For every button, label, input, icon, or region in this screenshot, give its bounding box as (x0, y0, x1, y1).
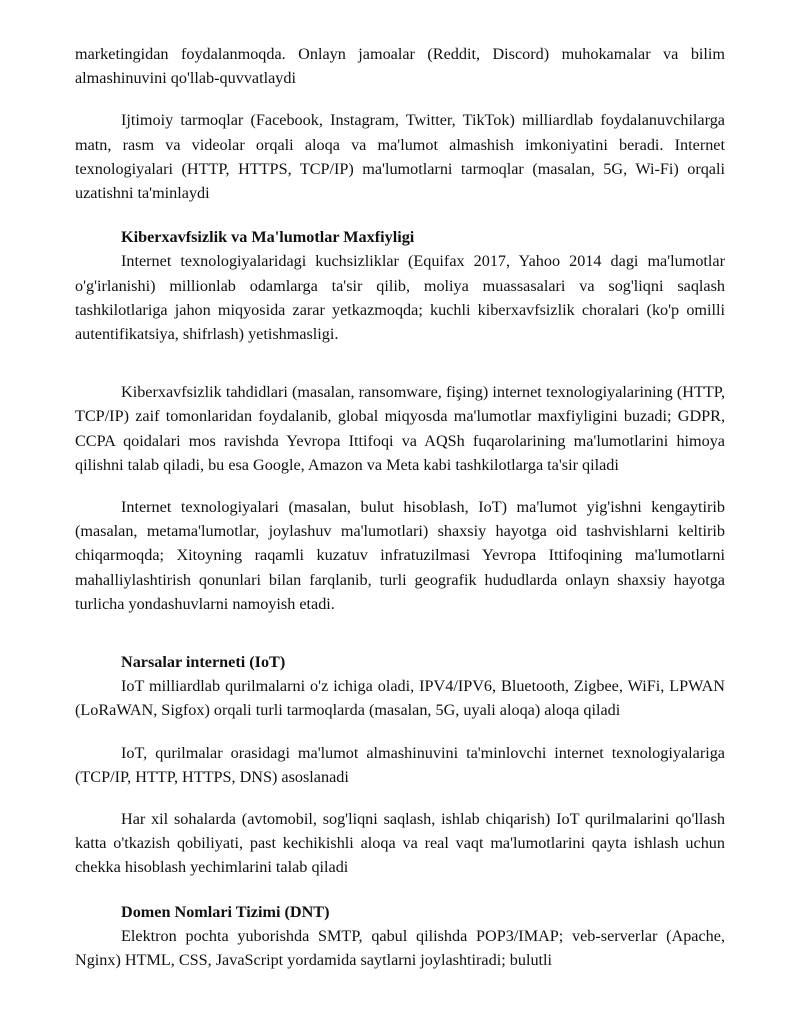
paragraph-gap (75, 346, 725, 380)
paragraph-gap (75, 723, 725, 741)
paragraph-online-communities: marketingidan foydalanmoqda. Onlayn jamoalar (Reddit, Discord) muhokamalar va bilim almashinuvini qo'llab-quvvatlaydi (75, 45, 725, 88)
paragraph-gap (75, 477, 725, 495)
paragraph-iot-devices: IoT milliardlab qurilmalarni o'z ichiga oladi, IPV4/IPV6, Bluetooth, Zigbee, WiFi, LPWAN (LoRaWAN, Sigfox) orqali turli tarmoqlarda (masalan, 5G, uyali aloqa) aloqa qiladi (75, 677, 725, 720)
paragraph-gap (75, 205, 725, 225)
paragraph-cyber-threats: Kiberxavfsizlik tahdidlari (masalan, ransomware, fişing) internet texnologiyalarining (HTTP, TCP/IP) zaif tomonlaridan foydalanib, global miqyosda ma'lumotlar maxfiyligini buzadi; GDPR, CCPA qoidalari mos ravishda Yevropa Ittifoqi va AQSh fuqarolarining ma'lumotlarini himoya qilishni talab qiladi, bu esa Google, Amazon va Meta kabi tashkilotlarga ta'sir qiladi (75, 383, 725, 474)
section-heading-iot: Narsalar interneti (IoT) (121, 653, 286, 672)
paragraph-gap (75, 880, 725, 900)
paragraph-data-collection: Internet texnologiyalari (masalan, bulut hisoblash, IoT) ma'lumot yig'ishni kengaytirib (masalan, metama'lumotlar, joylashuv ma'lumotlari) shaxsiy hayotga oid tashvishlarni keltirib chiqarmoqda; Xitoyning raqamli kuzatuv infratuzilmasi Yevropa Ittifoqining ma'lumotlarni mahalliylashtirish qonunlari bilan farqlanib, turli geografik hududlarda onlayn shaxsiy hayotga turlicha yondashuvlarni namoyish etadi. (75, 498, 725, 613)
paragraph-gap (75, 616, 725, 650)
paragraph-iot-protocols: IoT, qurilmalar orasidagi ma'lumot almashinuvini ta'minlovchi internet texnologiyalariga (TCP/IP, HTTP, HTTPS, DNS) asoslanadi (75, 743, 725, 786)
paragraph-gap (75, 789, 725, 807)
paragraph-email-protocols: Elektron pochta yuborishda SMTP, qabul qilishda POP3/IMAP; veb-serverlar (Apache, Nginx) HTML, CSS, JavaScript yordamida saytlarni joylashtiradi; bulutli (75, 926, 725, 970)
paragraph-internet-vulnerabilities: Internet texnologiyalaridagi kuchsizliklar (Equifax 2017, Yahoo 2014 dagi ma'lumotlar o'g'irlanishi) millionlab odamlarga ta'sir qilib, moliya muassasalari va sog'liqni saqlash tashkilotlariga jahon miqyosida zarar yetkazmoqda; kuchli kiberxavfsizlik choralari (ko'p omilli autentifikatsiya, shifrlash) yetishmasligi. (75, 252, 725, 344)
paragraph-gap (75, 90, 725, 108)
section-heading-cybersecurity: Kiberxavfsizlik va Ma'lumotlar Maxfiyligi (121, 228, 415, 247)
paragraph-social-networks: Ijtimoiy tarmoqlar (Facebook, Instagram, Twitter, TikTok) milliardlab foydalanuvchilarga matn, rasm va videolar orqali aloqa va ma'lumot almashish imkoniyatini beradi. Internet texnologiyalari (HTTP, HTTPS, TCP/IP) ma'lumotlarni tarmoqlar (masalan, 5G, Wi-Fi) orqali uzatishni ta'minlaydi (75, 111, 725, 203)
document-page (75, 42, 725, 972)
section-heading-dns: Domen Nomlari Tizimi (DNT) (121, 902, 330, 921)
paragraph-iot-industries: Har xil sohalarda (avtomobil, sog'liqni saqlash, ishlab chiqarish) IoT qurilmalarini qo'llash katta o'tkazish qobiliyati, past kechikishli aloqa va real vaqt ma'lumotlarini qayta ishlash uchun chekka hisoblash yechimlarini talab qiladi (75, 810, 725, 877)
